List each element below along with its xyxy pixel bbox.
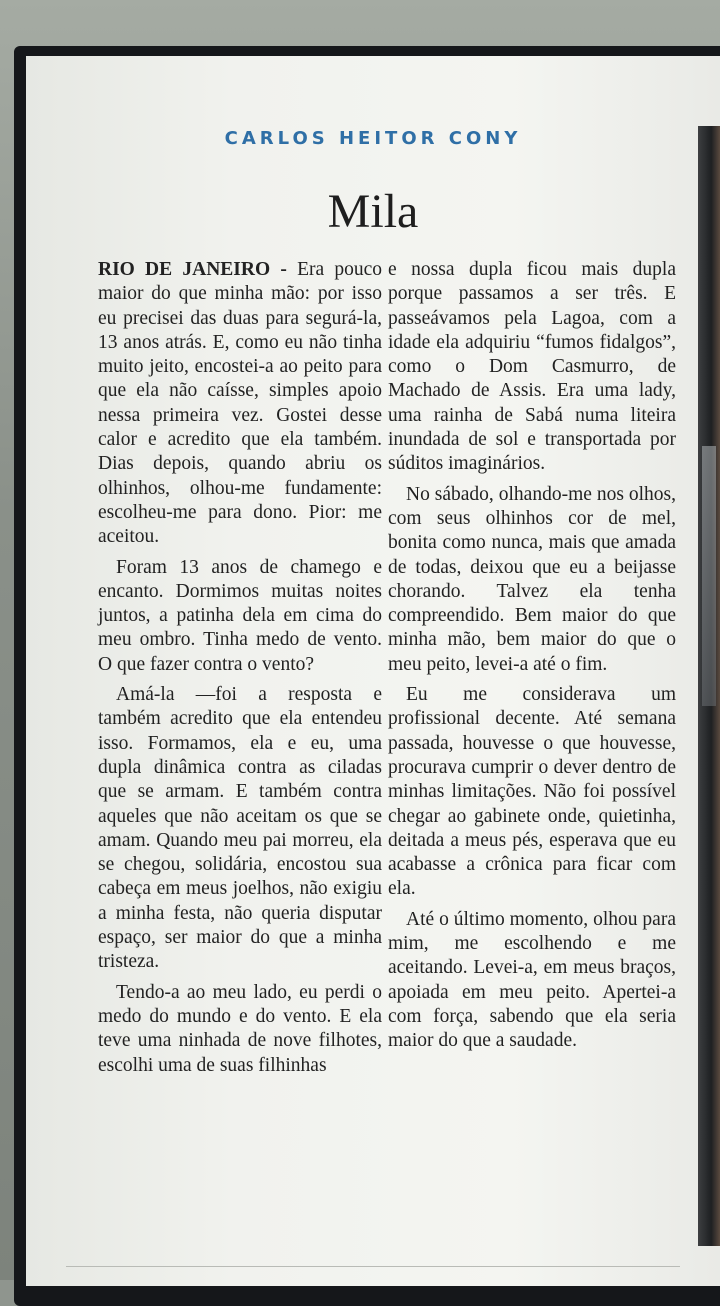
article-paragraph: Eu me considerava um profissional decente. Até semana passada, houvesse o que houvesse, procurava cumprir o dever dentro de minhas limitações. Não foi possível chegar ao gabinete onde, quietinha, deitada a meus pés, esperava que eu acabasse a crônica para ficar com ela. — [388, 684, 676, 900]
article-title: Mila — [327, 185, 419, 238]
article-paragraph: Até o último momento, olhou para mim, me escolhendo e me aceitando. Levei-a, em meus braços, apoiada em meu peito. Apertei-a com força, sabendo que ela seria maior do que a saudade. — [388, 908, 676, 1052]
article-paragraph: No sábado, olhando-me nos olhos, com seus olhinhos cor de mel, bonita como nunca, mais que amada de todas, deixou que eu a beijasse chorando. Talvez ela tenha compreendido. Bem maior do que minha mão, bem maior do que o meu peito, levei-a até o fim. — [388, 483, 676, 675]
article-paragraph — [98, 258, 382, 550]
section-divider — [66, 1266, 680, 1267]
adjacent-page-edge — [698, 126, 720, 1246]
article-paragraph: Foram 13 anos de chamego e encanto. Dormimos muitas noites juntos, a patinha dela em cima do meu ombro. Tinha medo de vento. O que fazer contra o vento? — [98, 556, 382, 675]
author-name: CARLOS HEITOR CONY — [224, 128, 522, 149]
newspaper-page — [26, 56, 720, 1286]
paragraph-text: Era pouco maior do que minha mão: por isso eu precisei das duas para segurá-la, 13 anos atrás. E, como eu não tinha muito jeito, encostei-a ao peito para que ela não caísse, simples apoio nessa primeira vez. Gostei desse calor e acredito que ela também. Dias depois, quando abriu os olhinhos, olhou-me fundamente: escolheu-me para dono. Pior: me aceitou. — [98, 259, 382, 548]
dateline: RIO DE JANEIRO - — [98, 259, 287, 280]
article-column-right — [388, 258, 676, 1060]
article-paragraph: e nossa dupla ficou mais dupla porque passamos a ser três. E passeávamos pela Lagoa, com a idade ela adquiriu “fumos fidalgos”, como o Dom Casmurro, de Machado de Assis. Era uma lady, uma rainha de Sabá numa liteira inundada de sol e transportada por súditos imaginários. — [388, 259, 676, 475]
article-column-left — [98, 258, 382, 1084]
article-paragraph: Amá-la —foi a resposta e também acredito que ela entendeu isso. Formamos, ela e eu, uma dupla dinâmica contra as ciladas que se armam. E também contra aqueles que não aceitam os que se amam. Quando meu pai morreu, ela se chegou, solidária, encostou sua cabeça em meus joelhos, não exigiu a minha festa, não queria disputar espaço, ser maior do que a minha tristeza. — [98, 684, 382, 973]
article-paragraph: Tendo-a ao meu lado, eu perdi o medo do mundo e do vento. E ela teve uma ninhada de nove filhotes, escolhi uma de suas filhinhas — [98, 981, 382, 1076]
